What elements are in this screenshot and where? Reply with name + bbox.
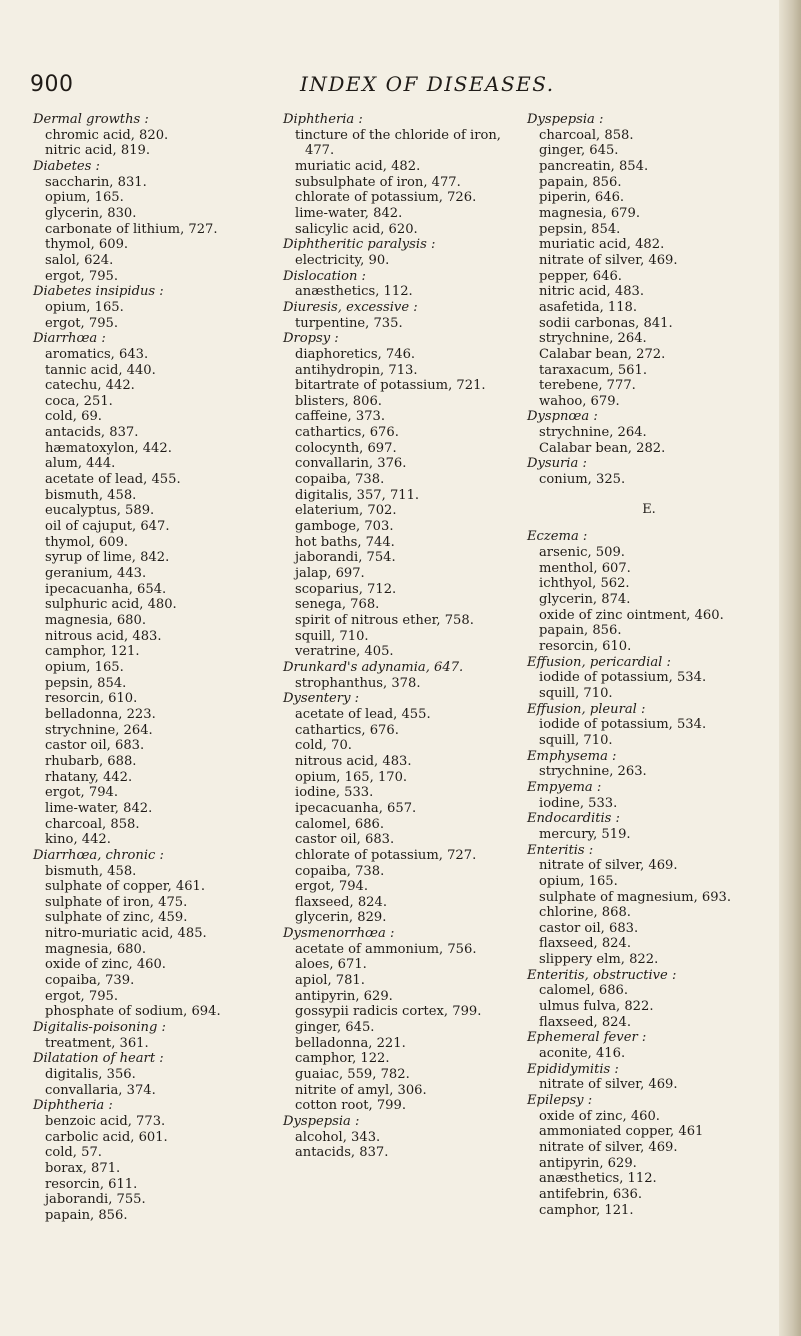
index-entry: digitalis, 357, 711. [295,487,420,503]
index-entry: Calabar bean, 272. [539,346,666,362]
index-entry: charcoal, 858. [539,127,634,143]
index-entry: lime-water, 842. [295,205,403,221]
index-entry: slippery elm, 822. [539,952,659,968]
index-entry: electricity, 90. [295,252,390,268]
index-entry: acetate of ammonium, 756. [295,941,477,957]
index-entry: iodide of potassium, 534. [539,670,707,686]
index-entry: resorcin, 611. [45,1176,138,1192]
index-entry: jaborandi, 755. [45,1192,146,1208]
index-entry: gamboge, 703. [295,519,394,535]
index-entry: calomel, 686. [295,816,385,832]
index-entry: camphor, 122. [295,1051,390,1067]
index-entry: oil of cajuput, 647. [45,519,170,535]
index-entry: thymol, 609. [45,237,129,253]
index-entry: belladonna, 223. [45,706,156,722]
index-entry: squill, 710. [539,732,613,748]
index-heading: Epilepsy : [527,1093,593,1109]
index-entry: pepsin, 854. [539,221,621,237]
index-entry: ichthyol, 562. [539,576,630,592]
index-entry: lime-water, 842. [45,800,153,816]
index-entry: ipecacuanha, 654. [45,581,167,597]
index-heading: Dermal growths : [33,112,149,127]
index-entry: sulphate of magnesium, 693. [539,889,732,905]
index-heading: Diarrhœa, chronic : [33,847,164,863]
index-entry: oxide of zinc, 460. [45,957,166,973]
index-entry: bismuth, 458. [45,487,137,503]
index-entry: glycerin, 829. [295,910,387,926]
index-entry: oxide of zinc ointment, 460. [539,607,724,623]
index-entry: squill, 710. [539,685,613,701]
index-heading: Diarrhœa : [33,331,106,347]
index-column-2 [283,112,523,1161]
index-entry: menthol, 607. [539,560,631,576]
index-entry: jaborandi, 754. [295,550,396,566]
index-entry: syrup of lime, 842. [45,550,170,566]
index-entry: nitro-muriatic acid, 485. [45,926,207,942]
index-entry: resorcin, 610. [45,691,138,707]
index-entry: ergot, 794. [45,785,119,801]
index-entry: veratrine, 405. [295,644,394,660]
index-entry: nitrate of silver, 469. [539,1140,678,1155]
index-heading: Enteritis : [527,842,594,858]
index-entry: scoparius, 712. [295,581,397,597]
index-entry: antifebrin, 636. [539,1186,643,1202]
index-heading: Endocarditis : [527,811,620,827]
index-entry: pancreatin, 854. [539,158,649,174]
index-entry: iodide of potassium, 534. [539,717,707,733]
index-heading: Diphtheria : [283,112,363,127]
index-heading: Eczema : [527,529,588,545]
index-entry: bitartrate of potassium, 721. [295,378,486,394]
index-heading: Diphtheria : [33,1098,113,1114]
index-entry: carbolic acid, 601. [45,1129,168,1145]
index-entry: calomel, 686. [539,983,629,999]
index-entry: ergot, 795. [45,315,119,331]
index-entry: guaiac, 559, 782. [295,1067,410,1083]
index-entry: hæmatoxylon, 442. [45,440,172,456]
index-entry: sodii carbonas, 841. [539,315,673,331]
index-entry: papain, 856. [539,174,622,190]
index-entry: rhubarb, 688. [45,753,137,769]
index-heading: Dilatation of heart : [33,1051,164,1067]
index-entry: flaxseed, 824. [539,936,632,952]
index-entry: hot baths, 744. [295,534,395,550]
index-column-3 [527,112,771,1218]
index-heading: Drunkard's adynamia, 647. [283,659,464,675]
index-heading: Dislocation : [283,268,366,284]
index-entry: charcoal, 858. [45,816,140,832]
index-entry: alum, 444. [45,456,116,472]
index-entry: asafetida, 118. [539,299,638,315]
index-heading: Diuresis, excessive : [283,299,418,315]
index-entry: blisters, 806. [295,393,382,409]
index-entry: antihydropin, 713. [295,362,418,378]
index-entry: anæsthetics, 112. [539,1171,657,1187]
index-entry: acetate of lead, 455. [295,706,431,722]
index-entry: ginger, 645. [539,143,619,159]
index-entry: caffeine, 373. [295,409,386,425]
index-entry: camphor, 121. [539,1202,634,1218]
index-entry: nitrate of silver, 469. [539,252,678,268]
index-entry: antacids, 837. [45,425,139,441]
index-entry: diaphoretics, 746. [295,346,416,362]
index-entry: strychnine, 263. [539,764,647,780]
index-entry: aromatics, 643. [45,346,149,362]
index-entry: papain, 856. [539,623,622,639]
index-entry: sulphate of copper, 461. [45,879,206,895]
index-entry: ergot, 795. [45,988,119,1004]
index-heading: Diabetes : [33,158,100,174]
index-entry: chlorate of potassium, 727. [295,847,477,863]
index-entry: papain, 856. [45,1207,128,1223]
index-entry: nitric acid, 819. [45,143,151,159]
index-entry: magnesia, 680. [45,613,146,628]
index-entry: glycerin, 830. [45,205,137,221]
index-entry: cold, 70. [295,738,352,754]
index-entry: chromic acid, 820. [45,127,169,143]
index-entry: muriatic acid, 482. [539,237,665,253]
index-entry: jalap, 697. [295,566,365,582]
index-entry: elaterium, 702. [295,503,397,519]
index-entry: castor oil, 683. [45,738,145,754]
index-entry: ergot, 795. [45,268,119,284]
index-entry: carbonate of lithium, 727. [45,221,218,237]
index-entry: resorcin, 610. [539,639,632,654]
index-entry: acetate of lead, 455. [45,472,181,488]
index-entry: mercury, 519. [539,826,631,842]
index-entry: camphor, 121. [45,644,140,660]
index-entry: copaiba, 738. [295,472,385,488]
index-entry: opium, 165. [45,190,124,206]
index-entry: nitrate of silver, 469. [539,858,678,874]
index-entry: cold, 69. [45,409,102,425]
index-entry: senega, 768. [295,597,380,613]
index-entry: rhatany, 442. [45,769,133,785]
index-entry: opium, 165. [45,659,124,675]
index-entry: magnesia, 679. [539,205,640,221]
index-entry: opium, 165. [539,873,618,889]
index-entry: magnesia, 680. [45,941,146,957]
index-entry: strophanthus, 378. [295,675,421,691]
index-entry: piperin, 646. [539,190,625,206]
index-heading: Diabetes insipidus : [33,284,164,300]
index-entry: iodine, 533. [295,785,374,801]
page-edge-shadow [779,0,801,1336]
index-entry: salol, 624. [45,252,114,268]
index-heading: Emphysema : [527,748,617,764]
index-entry: anæsthetics, 112. [295,284,413,300]
index-heading: Effusion, pericardial : [527,654,671,670]
index-heading: Dyspepsia : [527,112,604,127]
index-entry: terebene, 777. [539,378,636,394]
index-heading: Effusion, pleural : [527,701,646,717]
index-entry: digitalis, 356. [45,1067,136,1083]
index-heading: Dysmenorrhœa : [283,926,395,942]
index-entry: copaiba, 739. [45,973,135,989]
index-entry: antacids, 837. [295,1145,389,1161]
index-entry: copaiba, 738. [295,863,385,879]
index-entry: wahoo, 679. [539,393,620,409]
index-entry: alcohol, 343. [295,1129,381,1145]
index-entry: opium, 165, 170. [295,769,408,785]
index-heading: Dysuria : [527,456,587,472]
page-number: 900 [30,72,74,97]
index-entry: strychnine, 264. [45,722,153,738]
index-entry: sulphuric acid, 480. [45,597,177,613]
index-entry: treatment, 361. [45,1035,149,1051]
index-heading: Enteritis, obstructive : [527,967,677,983]
index-entry: strychnine, 264. [539,331,647,347]
index-entry: arsenic, 509. [539,545,625,561]
index-entry: phosphate of sodium, 694. [45,1004,221,1020]
index-entry: eucalyptus, 589. [45,503,155,519]
index-entry: antipyrin, 629. [295,988,393,1004]
index-column-1 [33,112,273,1224]
index-entry: chlorine, 868. [539,905,631,921]
index-entry: spirit of nitrous ether, 758. [295,613,474,628]
index-entry: flaxseed, 824. [539,1014,632,1030]
index-entry: opium, 165. [45,299,124,315]
index-entry: turpentine, 735. [295,315,403,331]
index-entry: belladonna, 221. [295,1035,406,1051]
index-entry: thymol, 609. [45,534,129,550]
index-entry: convallaria, 374. [45,1082,156,1098]
index-entry: subsulphate of iron, 477. [295,174,461,190]
index-entry: cathartics, 676. [295,722,399,738]
index-entry: cold, 57. [45,1145,102,1161]
index-entry: oxide of zinc, 460. [539,1108,660,1124]
index-entry: gossypii radicis cortex, 799. [295,1004,482,1020]
index-entry: colocynth, 697. [295,440,397,456]
index-entry: aconite, 416. [539,1046,626,1062]
index-entry: chlorate of potassium, 726. [295,190,477,206]
index-entry: saccharin, 831. [45,174,147,190]
index-entry: nitrous acid, 483. [45,628,162,644]
index-entry: nitric acid, 483. [539,284,645,300]
section-letter: E. [642,501,656,517]
index-entry: castor oil, 683. [295,832,395,848]
index-entry: sulphate of iron, 475. [45,894,188,910]
index-heading: Digitalis-poisoning : [33,1020,166,1036]
index-entry: pepsin, 854. [45,675,127,691]
index-entry: ulmus fulva, 822. [539,999,654,1015]
index-entry: kino, 442. [45,832,111,848]
index-entry: muriatic acid, 482. [295,158,421,174]
index-entry: cathartics, 676. [295,425,399,441]
index-heading: Dyspepsia : [283,1114,360,1129]
index-entry: ammoniated copper, 461 [539,1124,704,1140]
index-entry: bismuth, 458. [45,863,137,879]
index-entry: ergot, 794. [295,879,369,895]
index-entry: benzoic acid, 773. [45,1114,166,1129]
index-heading: Dysentery : [283,691,360,707]
index-entry: flaxseed, 824. [295,894,388,910]
index-heading: Dropsy : [283,331,339,347]
index-entry: cotton root, 799. [295,1098,406,1114]
index-entry: nitrate of silver, 469. [539,1077,678,1093]
index-entry: salicylic acid, 620. [295,221,418,237]
index-entry: taraxacum, 561. [539,362,647,378]
index-heading: Ephemeral fever : [527,1030,647,1046]
index-heading: Empyema : [527,779,602,795]
index-entry: borax, 871. [45,1160,121,1176]
index-entry: nitrous acid, 483. [295,753,412,769]
index-entry: strychnine, 264. [539,425,647,441]
index-entry: castor oil, 683. [539,920,639,936]
index-entry: coca, 251. [45,393,113,409]
running-head: INDEX OF DISEASES. [300,72,555,96]
index-heading: Dyspnœa : [527,409,598,425]
index-entry: pepper, 646. [539,268,622,284]
index-entry: glycerin, 874. [539,592,631,608]
index-entry: sulphate of zinc, 459. [45,910,188,926]
index-entry: nitrite of amyl, 306. [295,1082,427,1098]
index-heading: Diphtheritic paralysis : [283,237,436,253]
index-entry: convallarin, 376. [295,456,407,472]
index-entry: antipyrin, 629. [539,1155,637,1171]
index-entry: apiol, 781. [295,973,365,989]
index-entry: tannic acid, 440. [45,362,156,378]
index-entry: ipecacuanha, 657. [295,800,417,816]
index-entry: ginger, 645. [295,1020,375,1036]
index-entry: Calabar bean, 282. [539,440,666,456]
index-entry: squill, 710. [295,628,369,644]
index-entry: conium, 325. [539,472,626,488]
index-entry: tincture of the chloride of iron, 477. [295,127,501,159]
index-entry: iodine, 533. [539,795,618,811]
index-entry: catechu, 442. [45,378,135,394]
index-entry: aloes, 671. [295,957,367,973]
index-heading: Epididymitis : [527,1061,619,1077]
index-entry: geranium, 443. [45,566,147,582]
